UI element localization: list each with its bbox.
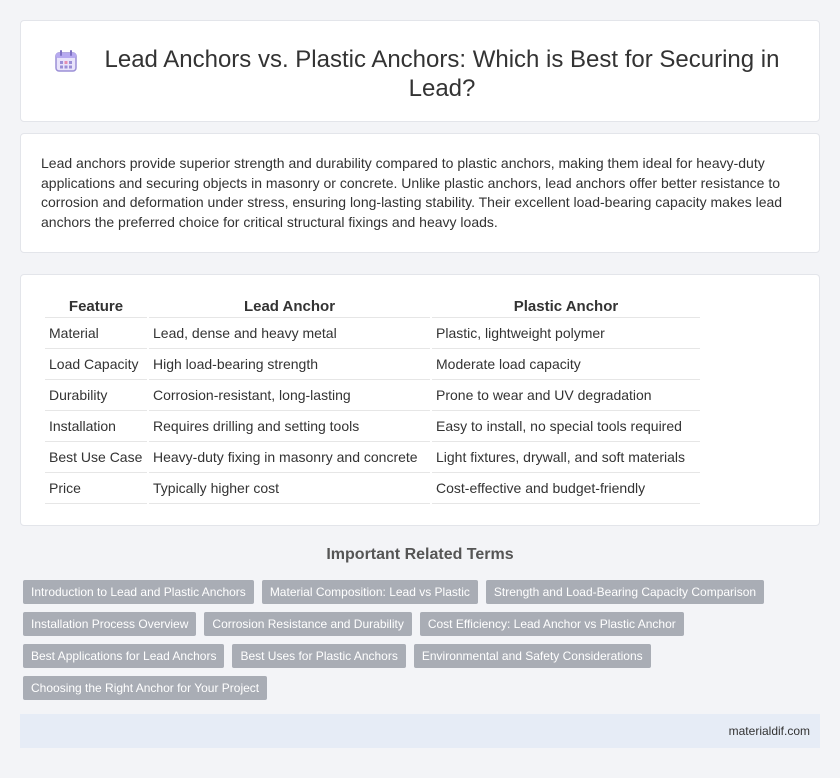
- table-cell: Best Use Case: [45, 442, 147, 473]
- header-lead-anchor: Lead Anchor: [149, 296, 430, 318]
- table-cell: Typically higher cost: [149, 473, 430, 504]
- related-term-tag[interactable]: Introduction to Lead and Plastic Anchors: [23, 580, 254, 604]
- table-row: [45, 411, 700, 442]
- footer-site-link[interactable]: materialdif.com: [728, 724, 810, 738]
- related-terms-title: Important Related Terms: [326, 546, 514, 563]
- table-cell: Lead, dense and heavy metal: [149, 318, 430, 349]
- comparison-card: [20, 274, 820, 526]
- page-title: Lead Anchors vs. Plastic Anchors: Which is Best for Securing in Lead?: [104, 46, 780, 102]
- related-term-tag[interactable]: Best Uses for Plastic Anchors: [232, 644, 405, 668]
- table-cell: Light fixtures, drywall, and soft materials: [432, 442, 700, 473]
- table-row: [45, 349, 700, 380]
- related-term-tag[interactable]: Environmental and Safety Considerations: [414, 644, 651, 668]
- related-term-tag[interactable]: Best Applications for Lead Anchors: [23, 644, 224, 668]
- table-cell: Heavy-duty fixing in masonry and concrete: [149, 442, 430, 473]
- table-cell: Durability: [45, 380, 147, 411]
- table-cell: Prone to wear and UV degradation: [432, 380, 700, 411]
- header-plastic-anchor: Plastic Anchor: [432, 296, 700, 318]
- table-cell: Corrosion-resistant, long-lasting: [149, 380, 430, 411]
- table-cell: Moderate load capacity: [432, 349, 700, 380]
- table-cell: Requires drilling and setting tools: [149, 411, 430, 442]
- table-row: [45, 473, 700, 504]
- related-term-tag[interactable]: Choosing the Right Anchor for Your Project: [23, 676, 267, 700]
- table-cell: Cost-effective and budget-friendly: [432, 473, 700, 504]
- intro-paragraph: Lead anchors provide superior strength and durability compared to plastic anchors, making them ideal for heavy-duty applications and securing objects in masonry or concrete. Unlike plastic anchors, lead anchors offer better resistance to corrosion and deformation under stress, ensuring long-lasting stability. Their excellent load-bearing capacity makes lead anchors the preferred choice for critical structural fixings and heavy loads.: [41, 155, 783, 230]
- calendar-icon: [53, 48, 79, 74]
- footer: [20, 714, 820, 748]
- table-cell: High load-bearing strength: [149, 349, 430, 380]
- table-cell: Installation: [45, 411, 147, 442]
- table-cell: Load Capacity: [45, 349, 147, 380]
- table-header-row: [45, 296, 700, 318]
- comparison-table: [43, 296, 702, 504]
- header-card: [20, 20, 820, 122]
- related-term-tag[interactable]: Corrosion Resistance and Durability: [204, 612, 411, 636]
- table-cell: Plastic, lightweight polymer: [432, 318, 700, 349]
- table-cell: Easy to install, no special tools required: [432, 411, 700, 442]
- header-feature: Feature: [45, 296, 147, 318]
- related-terms-list: [23, 580, 823, 700]
- table-cell: Material: [45, 318, 147, 349]
- related-term-tag[interactable]: Material Composition: Lead vs Plastic: [262, 580, 478, 604]
- table-cell: Price: [45, 473, 147, 504]
- related-term-tag[interactable]: Cost Efficiency: Lead Anchor vs Plastic Anchor: [420, 612, 684, 636]
- table-row: [45, 442, 700, 473]
- intro-card: [20, 133, 820, 253]
- table-row: [45, 318, 700, 349]
- related-term-tag[interactable]: Strength and Load-Bearing Capacity Comparison: [486, 580, 764, 604]
- table-row: [45, 380, 700, 411]
- related-term-tag[interactable]: Installation Process Overview: [23, 612, 196, 636]
